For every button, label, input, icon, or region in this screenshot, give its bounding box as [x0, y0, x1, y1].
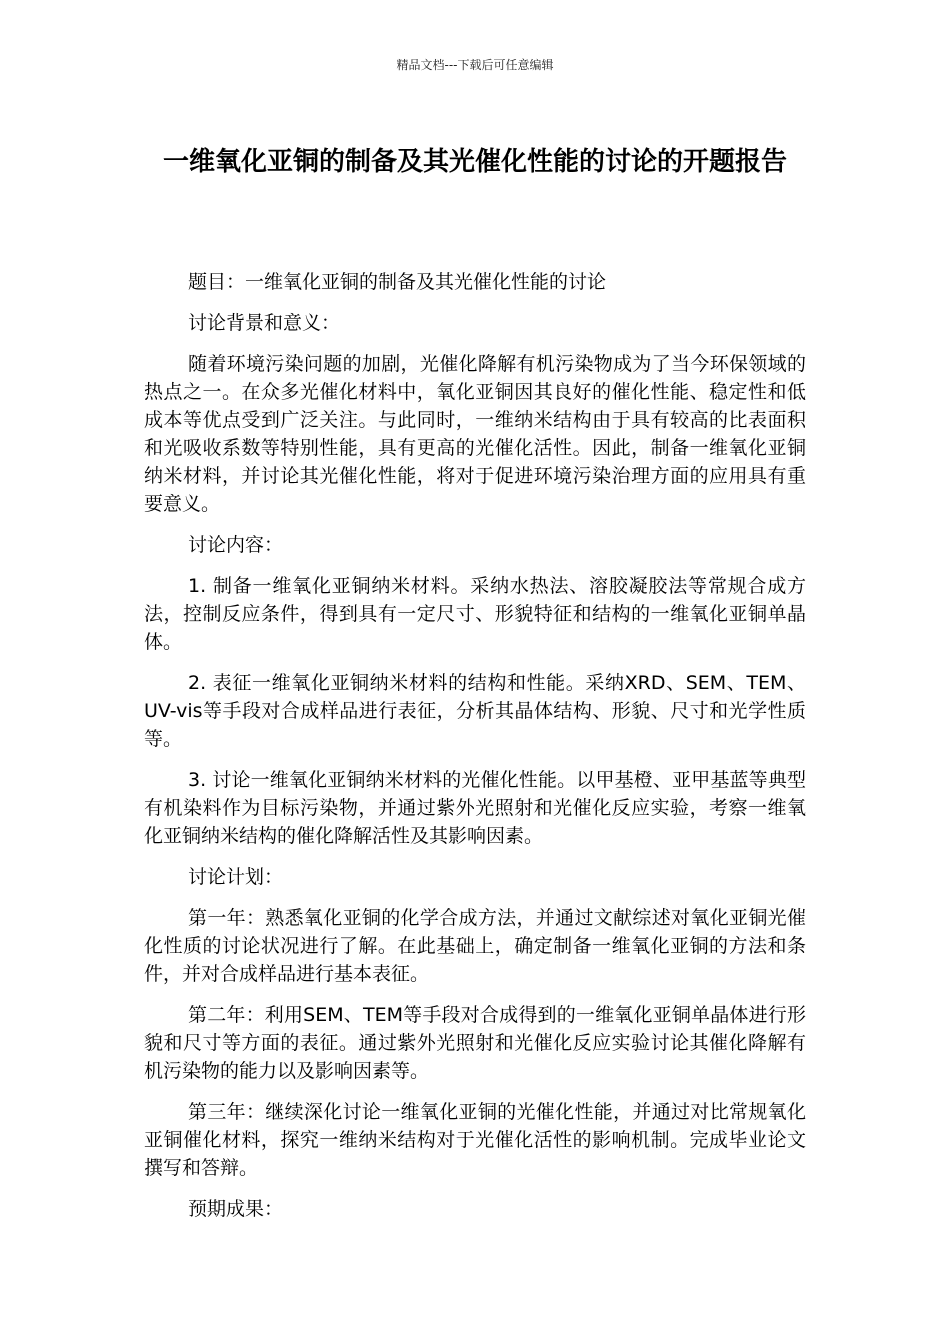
section-heading-plan: 讨论计划：: [188, 866, 284, 888]
content-item-3: 3. 讨论一维氧化亚铜纳米材料的光催化性能。以甲基橙、亚甲基蓝等典型有机染料作为目标污染物，并通过紫外光照射和光催化反应实验，考察一维氧化亚铜纳米结构的催化降解活性及其影响因素。: [144, 769, 806, 847]
plan-year-2: 第二年：利用SEM、TEM等手段对合成得到的一维氧化亚铜单晶体进行形貌和尺寸等方面的表征。通过紫外光照射和光催化反应实验讨论其催化降解有机污染物的能力以及影响因素等。: [144, 1004, 806, 1082]
plan-year-3: 第三年：继续深化讨论一维氧化亚铜的光催化性能，并通过对比常规氧化亚铜催化材料，探究一维纳米结构对于光催化活性的影响机制。完成毕业论文撰写和答辩。: [144, 1101, 806, 1179]
section-heading-background: 讨论背景和意义：: [188, 312, 341, 334]
document-body: [144, 268, 806, 1236]
content-item-2: 2. 表征一维氧化亚铜纳米材料的结构和性能。采纳XRD、SEM、TEM、UV-vis等手段对合成样品进行表征，分析其晶体结构、形貌、尺寸和光学性质等。: [144, 672, 806, 750]
section-heading-results: 预期成果：: [188, 1198, 284, 1220]
document-title: 一维氧化亚铜的制备及其光催化性能的讨论的开题报告: [162, 147, 787, 177]
section-heading-content: 讨论内容：: [188, 534, 284, 556]
plan-year-1: 第一年：熟悉氧化亚铜的化学合成方法，并通过文献综述对氧化亚铜光催化性质的讨论状况进行了解。在此基础上，确定制备一维氧化亚铜的方法和条件，并对合成样品进行基本表征。: [144, 907, 806, 985]
header-note: 精品文档---下载后可任意编辑: [396, 58, 554, 72]
topic-line: 题目：一维氧化亚铜的制备及其光催化性能的讨论: [188, 271, 607, 293]
content-item-1: 1. 制备一维氧化亚铜纳米材料。采纳水热法、溶胶凝胶法等常规合成方法，控制反应条件，得到具有一定尺寸、形貌特征和结构的一维氧化亚铜单晶体。: [144, 575, 806, 653]
background-paragraph: 随着环境污染问题的加剧，光催化降解有机污染物成为了当今环保领域的热点之一。在众多光催化材料中，氧化亚铜因其良好的催化性能、稳定性和低成本等优点受到广泛关注。与此同时，一维纳米结构由于具有较高的比表面积和光吸收系数等特别性能，具有更高的光催化活性。因此，制备一维氧化亚铜纳米材料，并讨论其光催化性能，将对于促进环境污染治理方面的应用具有重要意义。: [144, 353, 806, 515]
